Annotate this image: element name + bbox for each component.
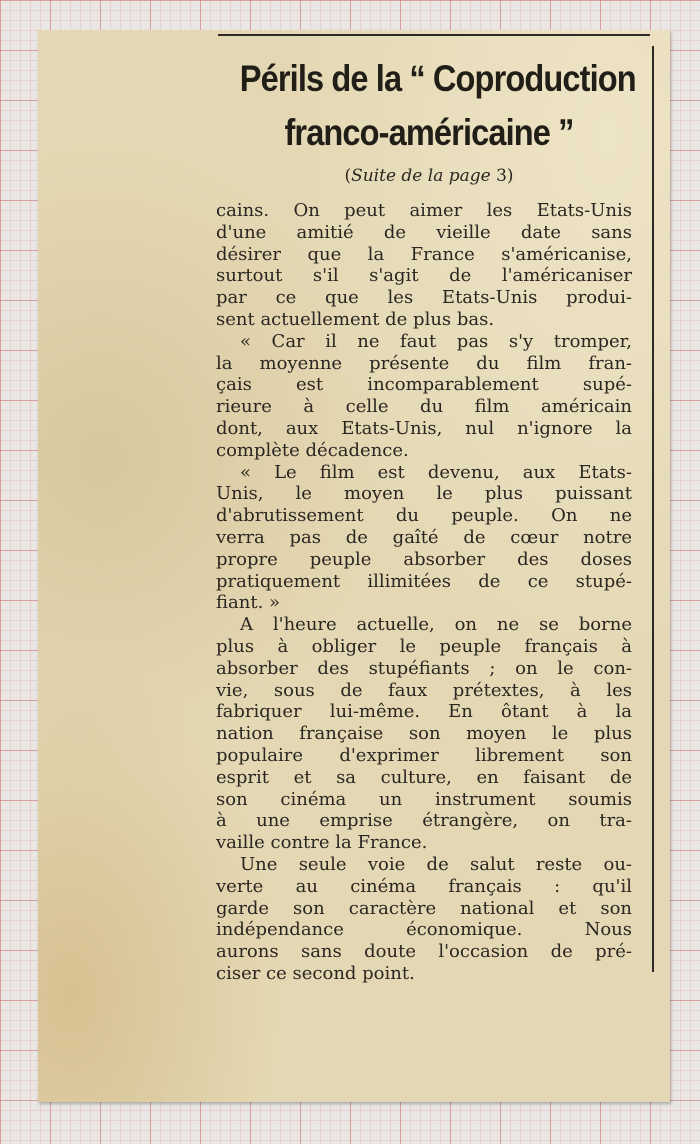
column-rule-line	[652, 46, 654, 972]
headline-line-2: franco-américaine ”	[284, 112, 574, 153]
article-line: verra pas de gaîté de cœur notre	[216, 526, 632, 548]
article-line: cains. On peut aimer les Etats-Unis	[216, 200, 632, 221]
article-line: absorber des stupéfiants ; on le con-	[216, 657, 632, 679]
article-line: garde son caractère national et son	[216, 897, 632, 919]
article-line: désirer que la France s'américanise,	[216, 243, 632, 265]
article-line: rieure à celle du film américain	[216, 396, 632, 418]
article-line: indépendance économique. Nous	[216, 919, 632, 941]
article-line: son cinéma un instrument soumis	[216, 788, 632, 810]
article-line: verte au cinéma français : qu'il	[216, 875, 632, 897]
article-line: d'abrutissement du peuple. On ne	[216, 505, 632, 527]
article-line: complète décadence.	[216, 439, 409, 461]
article-line: par ce que les Etats-Unis produi-	[216, 287, 632, 309]
article-line: vaille contre la France.	[216, 832, 428, 854]
article-line: Une seule voie de salut reste ou-	[240, 853, 632, 875]
headline	[239, 52, 636, 160]
article-line: « Le film est devenu, aux Etats-	[240, 461, 632, 483]
article-body	[216, 200, 632, 985]
article-line: Unis, le moyen le plus puissant	[216, 483, 632, 505]
continued-page-number: 3)	[496, 166, 514, 186]
top-rule-line	[218, 34, 650, 36]
headline-line-1: Périls de la “ Coproduction	[239, 58, 636, 99]
article-line: surtout s'il s'agit de l'américaniser	[216, 265, 632, 287]
article-line: ciser ce second point.	[216, 962, 415, 984]
article-line: nation française son moyen le plus	[216, 723, 632, 745]
article-line: « Car il ne faut pas s'y tromper,	[240, 330, 632, 352]
continued-open-paren: (	[344, 166, 352, 186]
article-line: fabriquer lui-même. En ôtant à la	[216, 701, 632, 723]
article-line: populaire d'exprimer librement son	[216, 744, 632, 766]
article-line: d'une amitié de vieille date sans	[216, 221, 632, 243]
continued-from-note	[214, 166, 644, 186]
continued-label: Suite de la page	[351, 166, 491, 186]
article-line: à une emprise étrangère, on tra-	[216, 810, 632, 832]
article-line: dont, aux Etats-Unis, nul n'ignore la	[216, 417, 632, 439]
article-line: çais est incomparablement supé-	[216, 374, 632, 396]
article-line: propre peuple absorber des doses	[216, 548, 632, 570]
article-line: esprit et sa culture, en faisant de	[216, 766, 632, 788]
article-line: fiant. »	[216, 592, 281, 614]
article-line: A l'heure actuelle, on ne se borne	[240, 614, 632, 636]
article-line: aurons sans doute l'occasion de pré-	[216, 941, 632, 963]
article-line: pratiquement illimitées de ce stupé-	[216, 570, 632, 592]
article-line: sent actuellement de plus bas.	[216, 308, 495, 330]
article-line: la moyenne présente du film fran-	[216, 352, 632, 374]
article-line: vie, sous de faux prétextes, à les	[216, 679, 632, 701]
article-line: plus à obliger le peuple français à	[216, 635, 632, 657]
